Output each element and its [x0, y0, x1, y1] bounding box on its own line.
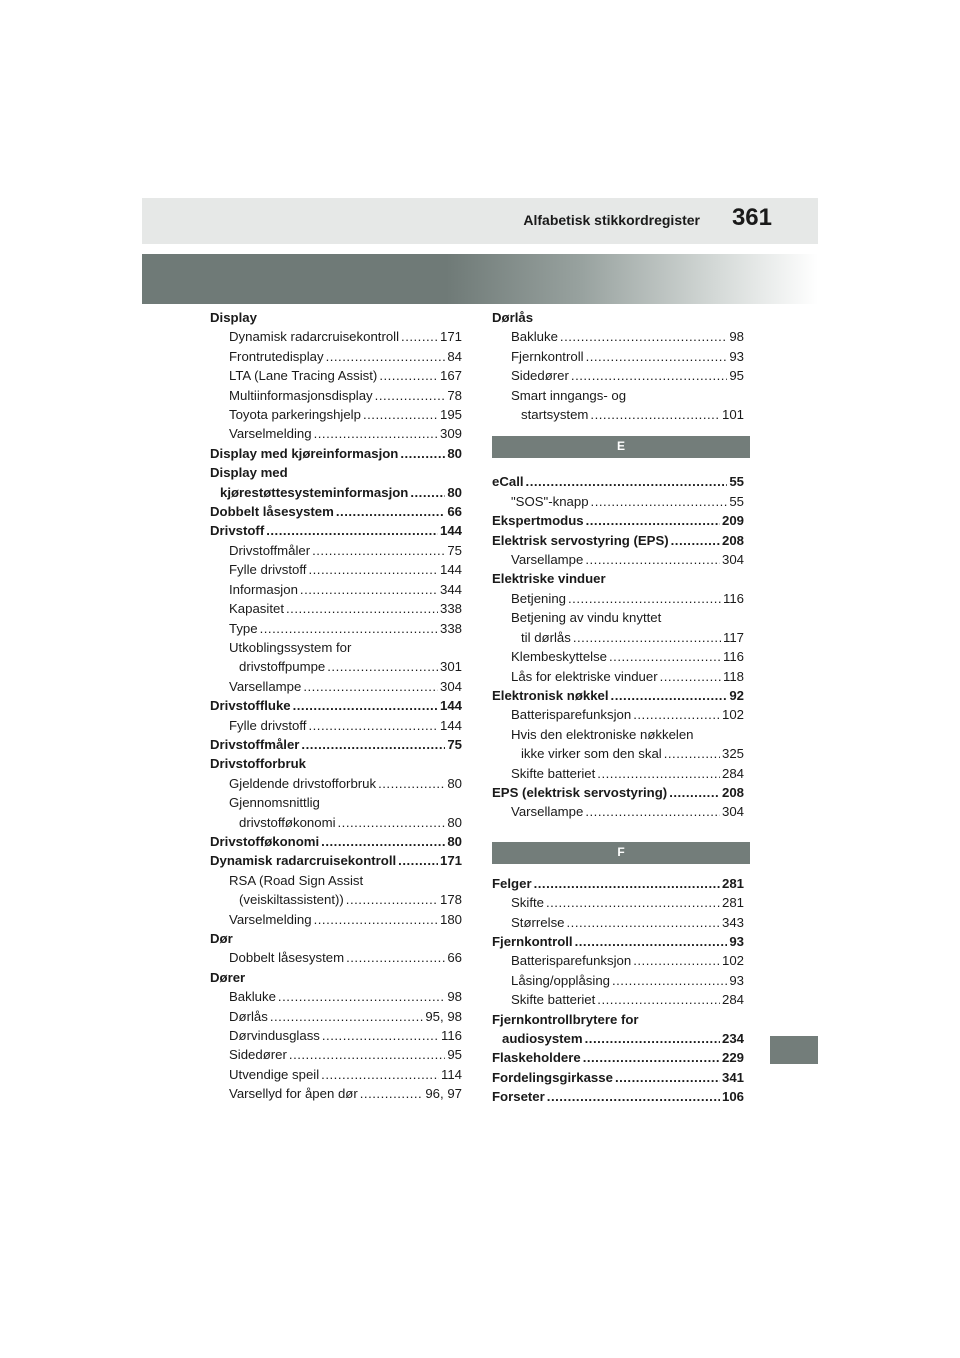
- page-reference: 84: [447, 348, 462, 364]
- index-entry: [492, 1029, 744, 1048]
- index-term: Dobbelt låsesystem: [229, 950, 345, 966]
- page-reference: 309: [439, 426, 462, 442]
- dot-leader: [583, 1048, 720, 1067]
- page-reference: 95, 98: [425, 1008, 462, 1024]
- page-reference: 344: [439, 581, 462, 597]
- index-entry: [210, 677, 462, 696]
- dot-leader: [611, 686, 728, 705]
- page-reference: 304: [721, 804, 744, 820]
- index-entry: [492, 744, 744, 763]
- index-entry: [492, 893, 744, 912]
- dot-leader: [314, 424, 438, 443]
- index-term: Fylle drivstoff: [229, 562, 307, 578]
- page-reference: 338: [439, 620, 462, 636]
- dot-leader: [633, 951, 720, 970]
- index-term: Dynamisk radarcruisekontroll: [229, 329, 400, 345]
- index-heading: Dørlås: [492, 310, 534, 325]
- index-term: Felger: [492, 875, 532, 891]
- index-entry: [492, 802, 744, 821]
- page-reference: 98: [729, 329, 744, 345]
- index-term: Multiinformasjonsdisplay: [229, 387, 373, 403]
- page-reference: 301: [439, 659, 462, 675]
- index-entry: [210, 1084, 462, 1103]
- index-term: Batterisparefunksjon: [511, 953, 632, 969]
- index-heading: Utkoblingssystem for: [229, 639, 352, 655]
- index-term: Betjening: [511, 590, 566, 606]
- dot-leader: [568, 589, 721, 608]
- page-reference: 55: [729, 493, 744, 509]
- index-term: Elektronisk nøkkel: [492, 687, 609, 703]
- index-heading: RSA (Road Sign Assist: [229, 872, 364, 888]
- index-term: Varsellyd for åpen dør: [229, 1086, 358, 1102]
- index-entry: [492, 990, 744, 1009]
- index-entry: [492, 667, 744, 686]
- index-entry: [210, 1007, 462, 1026]
- index-term: til dørlås: [521, 629, 571, 645]
- index-entry: [210, 813, 462, 832]
- index-entry: [210, 948, 462, 967]
- index-entry: [492, 971, 744, 990]
- dot-leader: [547, 1087, 720, 1106]
- index-term: LTA (Lane Tracing Assist): [229, 368, 378, 384]
- page-number: 361: [731, 204, 772, 231]
- index-term: Varsellampe: [511, 804, 584, 820]
- index-entry: [492, 1068, 744, 1087]
- index-term: Drivstoffmåler: [210, 736, 300, 752]
- page-reference: 116: [722, 649, 744, 665]
- index-entry: [492, 347, 744, 366]
- dot-leader: [585, 1029, 720, 1048]
- index-term: Sidedører: [511, 368, 569, 384]
- index-entry: [210, 619, 462, 638]
- index-term: Drivstofføkonomi: [210, 833, 320, 849]
- dot-leader: [560, 327, 727, 346]
- page-reference: 117: [722, 629, 744, 645]
- page-reference: 92: [729, 687, 744, 703]
- dot-leader: [586, 511, 720, 530]
- dot-leader: [293, 696, 438, 715]
- dot-leader: [633, 705, 720, 724]
- page-reference: 343: [721, 914, 744, 930]
- index-entry: [210, 541, 462, 560]
- dot-leader: [338, 813, 446, 832]
- index-term: eCall: [492, 474, 524, 490]
- page-reference: 78: [447, 387, 462, 403]
- dot-leader: [571, 366, 727, 385]
- dot-leader: [526, 472, 728, 491]
- dot-leader: [312, 541, 445, 560]
- dot-leader: [375, 386, 446, 405]
- page-reference: 209: [721, 513, 744, 529]
- page-reference: 93: [729, 933, 744, 949]
- page-reference: 55: [729, 474, 744, 490]
- index-entry: [210, 1065, 462, 1084]
- dot-leader: [326, 347, 446, 366]
- dot-leader: [260, 619, 438, 638]
- page-reference: 98: [447, 989, 462, 1005]
- index-heading: Drivstofforbruk: [210, 756, 306, 772]
- index-term: Varsellampe: [511, 552, 584, 568]
- page-reference: 80: [447, 775, 462, 791]
- dot-leader: [308, 560, 438, 579]
- dot-leader: [321, 1065, 439, 1084]
- page-reference: 102: [721, 953, 744, 969]
- section-letter-e: E: [492, 436, 750, 458]
- index-entry: [210, 483, 462, 502]
- index-term: Bakluke: [229, 989, 276, 1005]
- index-term: Utvendige speil: [229, 1066, 320, 1082]
- page-reference: 95: [447, 1047, 462, 1063]
- index-entry: [210, 696, 462, 715]
- page-reference: 66: [447, 950, 462, 966]
- index-entry: [210, 735, 462, 754]
- dot-leader: [669, 783, 720, 802]
- index-term: Flaskeholdere: [492, 1050, 581, 1066]
- dot-leader: [609, 647, 721, 666]
- page-reference: 66: [447, 504, 462, 520]
- index-entry: [492, 1087, 744, 1106]
- page-header: [142, 198, 818, 244]
- index-term: Varselmelding: [229, 426, 312, 442]
- index-term: "SOS"-knapp: [511, 493, 589, 509]
- index-term: Gjeldende drivstofforbruk: [229, 775, 377, 791]
- page-reference: 116: [440, 1028, 462, 1044]
- dot-leader: [346, 948, 445, 967]
- index-entry: [210, 599, 462, 618]
- index-term: Frontrutedisplay: [229, 348, 324, 364]
- page-reference: 208: [721, 532, 744, 548]
- index-term: Dørlås: [229, 1008, 268, 1024]
- dot-leader: [378, 774, 445, 793]
- page-reference: 75: [447, 736, 462, 752]
- page-reference: 75: [447, 542, 462, 558]
- dot-leader: [270, 1007, 423, 1026]
- index-entry: [492, 686, 744, 705]
- page-reference: 208: [721, 784, 744, 800]
- page-reference: 80: [447, 814, 462, 830]
- index-entry: [210, 1026, 462, 1045]
- index-term: Fylle drivstoff: [229, 717, 307, 733]
- index-term: Drivstoff: [210, 523, 265, 539]
- index-column-left: [210, 308, 462, 1104]
- index-entry: [492, 874, 744, 893]
- dot-leader: [346, 890, 438, 909]
- page-reference: 180: [439, 911, 462, 927]
- dot-leader: [567, 913, 720, 932]
- index-term: Skifte: [511, 895, 544, 911]
- index-entry: [210, 832, 462, 851]
- page-reference: 116: [722, 590, 744, 606]
- dot-leader: [363, 405, 438, 424]
- dot-leader: [612, 971, 727, 990]
- index-term: Fjernkontroll: [511, 348, 584, 364]
- page-reference: 144: [439, 698, 462, 714]
- index-term: Klembeskyttelse: [511, 649, 608, 665]
- page-reference: 195: [439, 407, 462, 423]
- index-entry: [492, 589, 744, 608]
- page-reference: 229: [721, 1050, 744, 1066]
- index-entry: [210, 774, 462, 793]
- dot-leader: [266, 521, 438, 540]
- page-reference: 95: [729, 368, 744, 384]
- index-entry: [210, 910, 462, 929]
- page-reference: 304: [721, 552, 744, 568]
- index-heading: Fjernkontrollbrytere for: [492, 1011, 639, 1027]
- decorative-band: [142, 254, 818, 304]
- index-term: Varsellampe: [229, 678, 302, 694]
- dot-leader: [301, 735, 445, 754]
- page-reference: 80: [447, 484, 462, 500]
- section-letter-f: F: [492, 842, 750, 864]
- dot-leader: [278, 987, 445, 1006]
- index-term: Toyota parkeringshjelp: [229, 407, 361, 423]
- index-term: drivstofføkonomi: [239, 814, 336, 830]
- index-term: Dynamisk radarcruisekontroll: [210, 853, 397, 869]
- index-entry: [492, 932, 744, 951]
- dot-leader: [379, 366, 438, 385]
- index-entry: [210, 521, 462, 540]
- page-reference: 281: [721, 875, 744, 891]
- index-term: Drivstoffluke: [210, 698, 291, 714]
- index-term: Type: [229, 620, 258, 636]
- index-term: drivstoffpumpe: [239, 659, 326, 675]
- page-reference: 102: [721, 707, 744, 723]
- dot-leader: [575, 932, 728, 951]
- index-term: (veiskiltassistent)): [239, 892, 344, 908]
- index-term: Dørvindusglass: [229, 1028, 320, 1044]
- index-entry: [492, 531, 744, 550]
- index-term: Bakluke: [511, 329, 558, 345]
- index-term: kjørestøttesysteminformasjon: [220, 484, 409, 500]
- dot-leader: [573, 628, 721, 647]
- index-entry: [210, 560, 462, 579]
- index-heading: Dører: [210, 969, 246, 985]
- index-term: Skifte batteriet: [511, 765, 596, 781]
- index-entry: [492, 366, 744, 385]
- index-term: Fjernkontroll: [492, 933, 573, 949]
- index-entry: [210, 716, 462, 735]
- index-term: Dobbelt låsesystem: [210, 504, 334, 520]
- index-entry: [492, 405, 744, 424]
- dot-leader: [597, 990, 720, 1009]
- index-entry: [210, 502, 462, 521]
- page-reference: 325: [721, 746, 744, 762]
- page-reference: 178: [439, 892, 462, 908]
- index-entry: [210, 424, 462, 443]
- dot-leader: [322, 1026, 439, 1045]
- dot-leader: [671, 531, 720, 550]
- index-entry: [210, 444, 462, 463]
- page-reference: 106: [721, 1089, 744, 1105]
- index-heading: Gjennomsnittlig: [229, 795, 320, 811]
- page-reference: 118: [722, 668, 744, 684]
- page-reference: 114: [440, 1066, 462, 1082]
- index-term: audiosystem: [502, 1031, 583, 1046]
- page-reference: 101: [721, 407, 744, 423]
- index-term: Sidedører: [229, 1047, 287, 1063]
- page-reference: 338: [439, 601, 462, 617]
- index-entry: [210, 327, 462, 346]
- index-entry: [492, 492, 744, 511]
- index-heading: Dør: [210, 931, 233, 946]
- index-entry: [210, 657, 462, 676]
- index-heading: Display med: [210, 465, 288, 481]
- dot-leader: [590, 405, 720, 424]
- dot-leader: [660, 667, 721, 686]
- index-term: Display med kjøreinformasjon: [210, 445, 399, 461]
- index-term: Varselmelding: [229, 911, 312, 927]
- page-reference: 171: [439, 329, 462, 345]
- page-reference: 341: [721, 1069, 744, 1085]
- index-entry: [210, 347, 462, 366]
- index-entry: [492, 550, 744, 569]
- index-term: Fordelingsgirkasse: [492, 1069, 613, 1085]
- index-entry: [210, 405, 462, 424]
- index-term: Ekspertmodus: [492, 513, 584, 529]
- page-reference: 304: [439, 678, 462, 694]
- index-term: Forseter: [492, 1089, 545, 1105]
- index-heading: Display: [210, 310, 257, 325]
- index-heading: Hvis den elektroniske nøkkelen: [511, 726, 694, 742]
- page-reference: 93: [729, 348, 744, 364]
- index-entry: [492, 783, 744, 802]
- dot-leader: [327, 657, 438, 676]
- page-reference: 284: [721, 992, 744, 1008]
- dot-leader: [336, 502, 445, 521]
- dot-leader: [664, 744, 720, 763]
- dot-leader: [300, 580, 438, 599]
- index-entry: [210, 366, 462, 385]
- page-reference: 284: [721, 765, 744, 781]
- index-term: Låsing/opplåsing: [511, 972, 610, 988]
- index-term: Lås for elektriske vinduer: [511, 668, 658, 684]
- index-term: Elektrisk servostyring (EPS): [492, 532, 669, 548]
- index-term: Drivstoffmåler: [229, 542, 311, 558]
- index-term: Skifte batteriet: [511, 992, 596, 1008]
- dot-leader: [303, 677, 438, 696]
- page-reference: 80: [447, 833, 462, 849]
- page-reference: 80: [447, 445, 462, 461]
- dot-leader: [398, 851, 438, 870]
- dot-leader: [401, 327, 438, 346]
- section-title: Alfabetisk stikkordregister: [523, 212, 700, 228]
- index-entry: [210, 1045, 462, 1064]
- dot-leader: [360, 1084, 424, 1103]
- index-entry: [492, 913, 744, 932]
- page-reference: 144: [439, 562, 462, 578]
- index-entry: [492, 764, 744, 783]
- index-heading: Smart inngangs- og: [511, 387, 627, 403]
- index-entry: [210, 386, 462, 405]
- page-reference: 171: [439, 853, 462, 869]
- dot-leader: [546, 893, 720, 912]
- dot-leader: [314, 910, 438, 929]
- page-reference: 93: [729, 972, 744, 988]
- index-entry: [210, 987, 462, 1006]
- index-entry: [492, 327, 744, 346]
- dot-leader: [585, 550, 720, 569]
- dot-leader: [308, 716, 438, 735]
- page-reference: 144: [439, 523, 462, 539]
- dot-leader: [534, 874, 720, 893]
- chapter-tab: [770, 1036, 818, 1064]
- dot-leader: [615, 1068, 720, 1087]
- page-reference: 234: [721, 1031, 744, 1046]
- index-term: EPS (elektrisk servostyring): [492, 784, 668, 800]
- index-entry: [492, 647, 744, 666]
- index-entry: [492, 951, 744, 970]
- page-reference: 144: [439, 717, 462, 733]
- index-term: Batterisparefunksjon: [511, 707, 632, 723]
- index-column-right: [492, 308, 744, 1107]
- dot-leader: [400, 444, 445, 463]
- index-entry: [210, 851, 462, 870]
- index-term: Kapasitet: [229, 601, 284, 617]
- dot-leader: [321, 832, 445, 851]
- dot-leader: [410, 483, 445, 502]
- dot-leader: [597, 764, 720, 783]
- index-entry: [492, 628, 744, 647]
- index-entry: [492, 1048, 744, 1067]
- dot-leader: [586, 347, 728, 366]
- page-reference: 167: [439, 368, 462, 384]
- index-entry: [210, 580, 462, 599]
- page-reference: 281: [721, 895, 744, 911]
- dot-leader: [289, 1045, 445, 1064]
- index-entry: [210, 890, 462, 909]
- page-reference: 96, 97: [425, 1086, 462, 1102]
- index-term: startsystem: [521, 407, 589, 423]
- dot-leader: [286, 599, 438, 618]
- dot-leader: [591, 492, 728, 511]
- index-term: Informasjon: [229, 581, 298, 597]
- index-entry: [492, 511, 744, 530]
- dot-leader: [585, 802, 720, 821]
- index-heading: Betjening av vindu knyttet: [511, 610, 662, 626]
- index-entry: [492, 472, 744, 491]
- index-term: ikke virker som den skal: [521, 746, 662, 762]
- index-term: Størrelse: [511, 914, 565, 930]
- index-heading: Elektriske vinduer: [492, 571, 606, 587]
- index-entry: [492, 705, 744, 724]
